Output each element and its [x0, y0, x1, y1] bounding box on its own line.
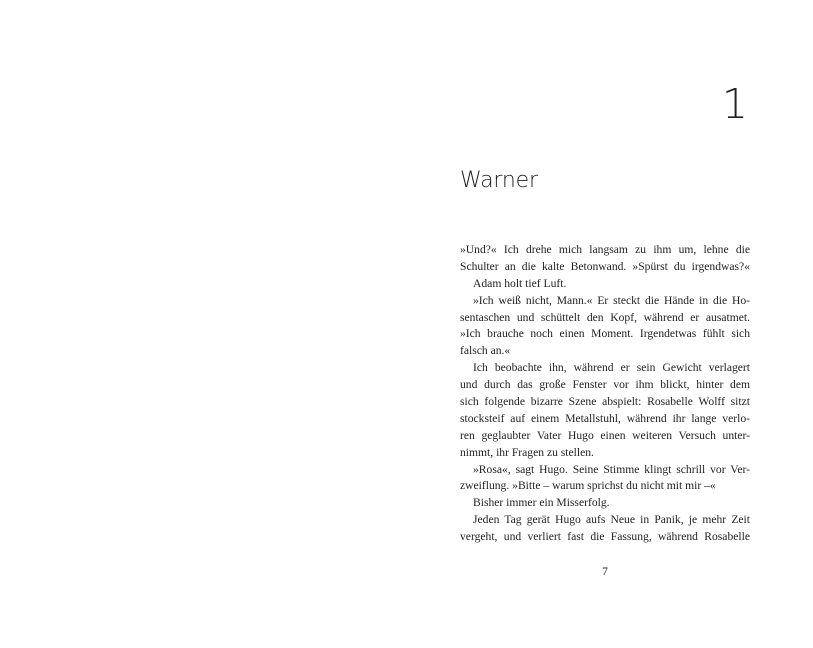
text-line: sentaschen und schüttelt den Kopf, während er ausatmet.	[460, 310, 750, 324]
page-number: 7	[602, 565, 608, 578]
text-line: nimmt, ihr Fragen zu stellen.	[460, 445, 594, 459]
text-line: sich folgende bizarre Szene abspielt: Rosabelle Wolff sitzt	[460, 395, 750, 409]
text-line: ren geglaubter Vater Hugo einen weiteren Versuch unter-	[460, 428, 750, 442]
text-line: Schulter an die kalte Betonwand. »Spürst du irgendwas?«	[460, 259, 750, 273]
body-text	[460, 242, 750, 546]
text-line: Jeden Tag gerät Hugo aufs Neue in Panik, je mehr Zeit	[473, 513, 750, 527]
text-line: zweiflung. »Bitte – warum sprichst du nicht mit mir –«	[460, 479, 716, 493]
text-line: »Und?« Ich drehe mich langsam zu ihm um, lehne die	[460, 243, 750, 256]
text-line: »Rosa«, sagt Hugo. Seine Stimme klingt schrill vor Ver-	[473, 462, 750, 476]
text-line: falsch an.«	[460, 344, 511, 358]
text-line: Bisher immer ein Misserfolg.	[473, 496, 610, 510]
text-line: Ich beobachte ihn, während er sein Gewicht verlagert	[473, 361, 750, 375]
text-line: »Ich brauche noch einen Moment. Irgendetwas fühlt sich	[460, 327, 750, 341]
chapter-title: Warner	[460, 168, 538, 193]
text-line: vergeht, und verliert fast die Fassung, während Rosabelle	[460, 530, 750, 544]
text-line: stocksteif auf einem Metallstuhl, während ihr lange verlo-	[460, 411, 750, 425]
text-line: und durch das große Fenster vor ihm blickt, hinter dem	[460, 378, 750, 392]
text-line: »Ich weiß nicht, Mann.« Er steckt die Hände in die Ho-	[473, 293, 750, 307]
text-line: Adam holt tief Luft.	[473, 276, 567, 290]
chapter-number: 1	[721, 80, 748, 128]
